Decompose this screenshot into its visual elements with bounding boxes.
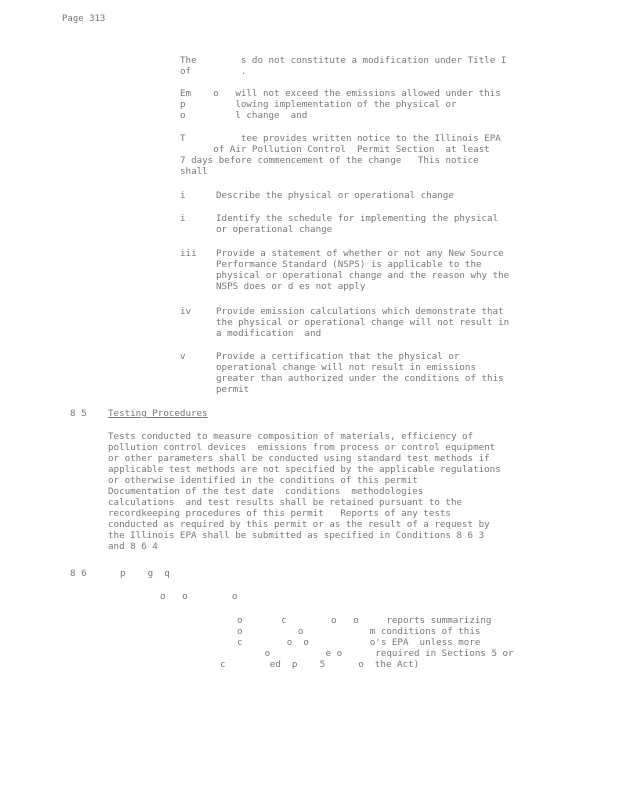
list-item-line: permit [216, 384, 250, 395]
list-item-number: v [180, 351, 186, 362]
list-item-line: physical or operational change and the reason why the [216, 270, 510, 281]
section-body-line: pollution control devices emissions from process or control equipment [108, 442, 496, 453]
section-fragment-line: c o o o's EPA unless more [237, 637, 481, 648]
section-body-line: calculations and test results shall be retained pursuant to the [108, 497, 463, 508]
block-1-line: of . [180, 66, 247, 77]
section-body-line: Tests conducted to measure composition of materials, efficiency of [108, 431, 474, 442]
section-number: 8 6 [70, 568, 87, 579]
section-body-line: and 8 6 4 [108, 541, 158, 552]
section-fragment-line: o o m conditions of this [237, 626, 481, 637]
list-item-line: Performance Standard (NSPS) is applicable to the [216, 259, 482, 270]
block-3-line: 7 days before commencement of the change This notice [180, 155, 479, 166]
section-heading: p g q [120, 568, 170, 579]
list-item-number: iv [180, 306, 192, 317]
list-item-line: a modification and [216, 328, 322, 339]
block-2-line: p lowing implementation of the physical or [180, 99, 457, 110]
block-3-line: shall [180, 166, 208, 177]
page-number: Page 313 [62, 14, 106, 24]
section-number: 8 5 [70, 408, 87, 419]
list-item-line: greater than authorized under the conditions of this [216, 373, 504, 384]
section-body-line: or otherwise identified in the conditions of this permit [108, 475, 418, 486]
section-body-line: Documentation of the test date conditions methodologies [108, 486, 424, 497]
section-fragment-line: c ed p 5 o the Act) [220, 659, 420, 670]
section-body-line: or other parameters shall be conducted using standard test methods if [108, 453, 490, 464]
section-body-line: recordkeeping procedures of this permit Reports of any tests [108, 508, 451, 519]
list-item-line: or operational change [216, 224, 333, 235]
list-item-line: the physical or operational change will not result in [216, 317, 510, 328]
section-fragment-line: o c o o reports summarizing [237, 615, 492, 626]
list-item-line: Provide a statement of whether or not any New Source [216, 248, 504, 259]
list-item-line: Provide emission calculations which demonstrate that [216, 306, 504, 317]
section-body-line: conducted as required by this permit or as the result of a request by [108, 519, 490, 530]
list-item-number: i [180, 213, 186, 224]
block-3-line: of Air Pollution Control Permit Section at least [180, 144, 490, 155]
list-item-line: operational change will not result in emissions [216, 362, 476, 373]
block-3-line: T tee provides written notice to the Illinois EPA [180, 133, 501, 144]
list-item-number: iii [180, 248, 197, 259]
subsection-line: o o o [160, 591, 238, 602]
section-heading: Testing Procedures [108, 408, 208, 419]
list-item-number: i [180, 190, 186, 201]
section-body-line: applicable test methods are not specified by the applicable regulations [108, 464, 501, 475]
list-item-line: Describe the physical or operational change [216, 190, 454, 201]
section-fragment-line: o e o required in Sections 5 or [237, 648, 514, 659]
block-1-line: The s do not constitute a modification under Title I [180, 55, 507, 66]
list-item-line: Provide a certification that the physical or [216, 351, 460, 362]
list-item-line: Identify the schedule for implementing the physical [216, 213, 499, 224]
block-2-line: Em o will not exceed the emissions allowed under this [180, 88, 501, 99]
list-item-line: NSPS does or d es not apply [216, 281, 366, 292]
block-2-line: o l change and [180, 110, 308, 121]
section-body-line: the Illinois EPA shall be submitted as specified in Conditions 8 6 3 [108, 530, 485, 541]
